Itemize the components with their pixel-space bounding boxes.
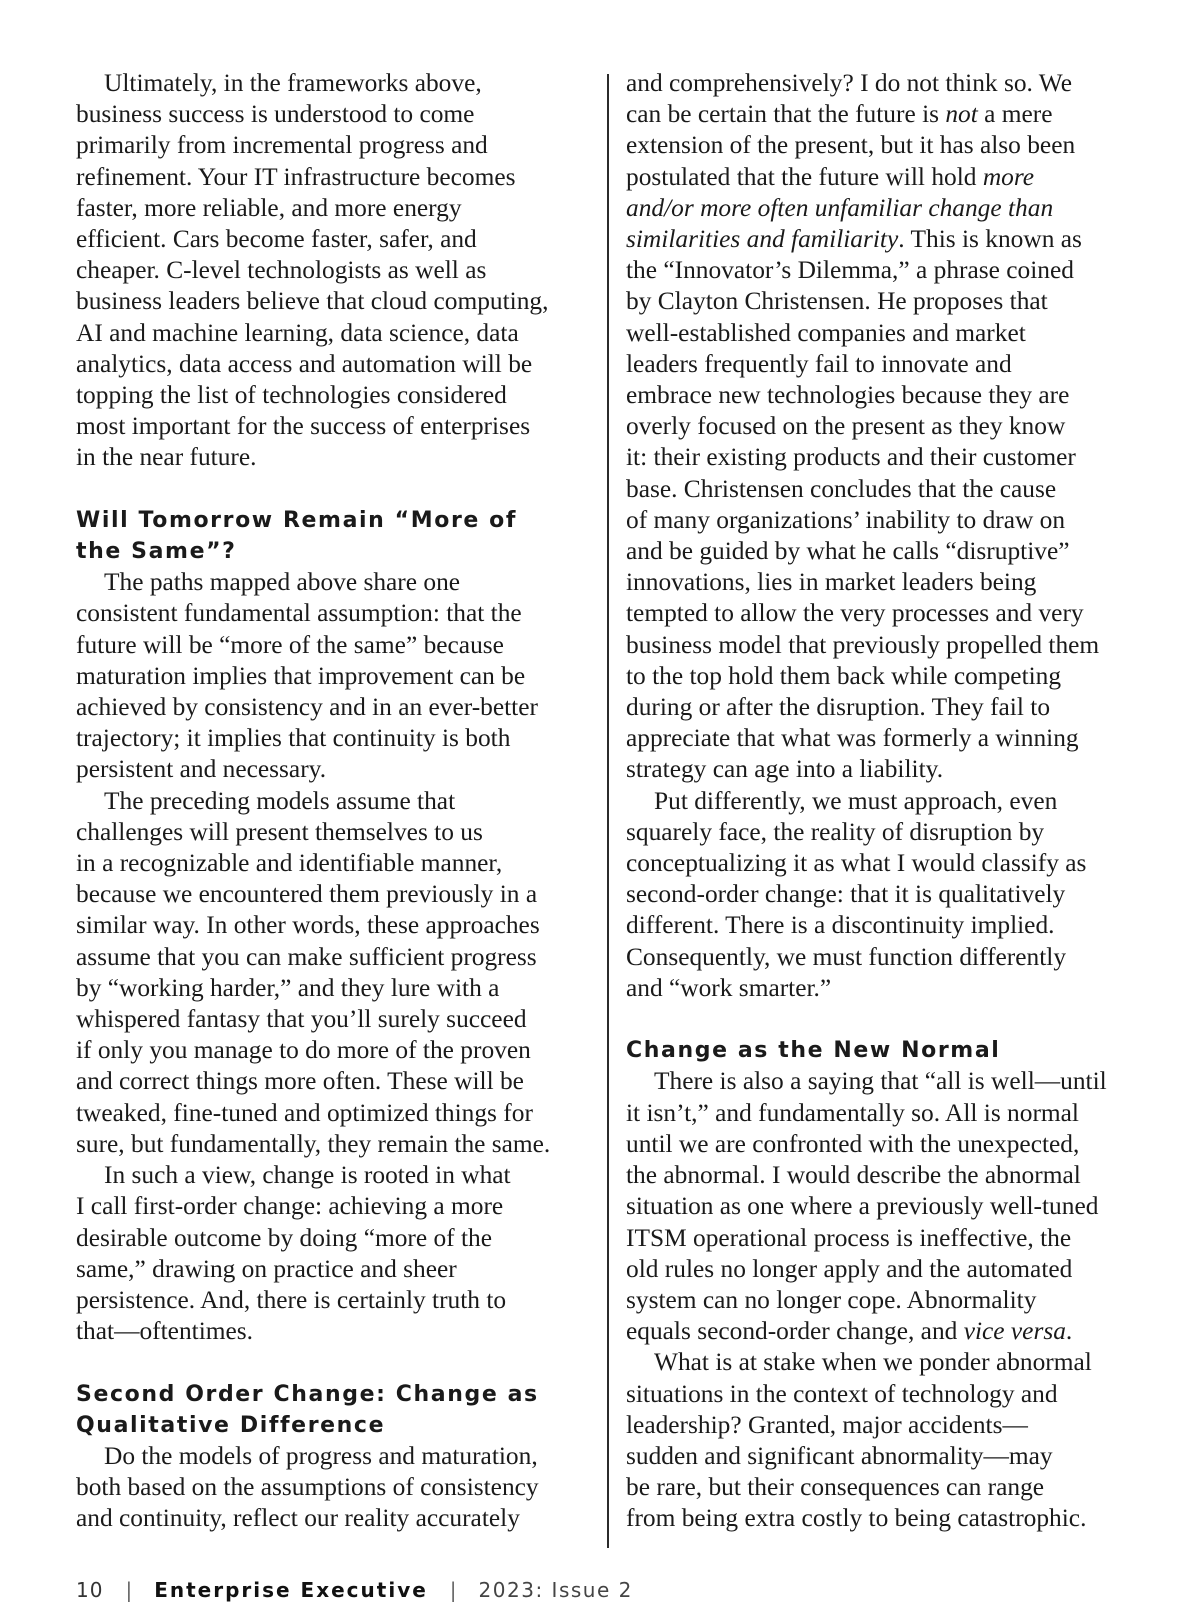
text-line: and be guided by what he calls “disruptive” <box>626 537 1070 566</box>
text-line: in a recognizable and identifiable manner, <box>76 849 503 878</box>
text-line: the abnormal. I would describe the abnormal <box>626 1161 1081 1190</box>
text-line: conceptualizing it as what I would classify as <box>626 849 1087 878</box>
paragraph <box>76 68 590 474</box>
text-line: during or after the disruption. They fail to <box>626 693 1051 722</box>
text-line: of many organizations’ inability to draw on <box>626 505 1066 534</box>
text-line: efficient. Cars become faster, safer, and <box>76 225 477 254</box>
heading-line: Will Tomorrow Remain “More of <box>76 507 518 533</box>
text-line: persistence. And, there is certainly truth to <box>76 1285 507 1314</box>
paragraph-gap <box>76 1347 590 1378</box>
text-line: both based on the assumptions of consistency <box>76 1473 539 1502</box>
text-line: Ultimately, in the frameworks above, <box>104 69 482 97</box>
text-line: most important for the success of enterprises <box>76 412 531 441</box>
text-line: sure, but fundamentally, they remain the same. <box>76 1129 551 1158</box>
text-line: base. Christensen concludes that the cause <box>626 474 1057 503</box>
text-line: if only you manage to do more of the proven <box>76 1036 531 1065</box>
text-line: it isn’t,” and fundamentally so. All is normal <box>626 1098 1079 1127</box>
text-line: second-order change: that it is qualitatively <box>626 880 1066 909</box>
text-line: business success is understood to come <box>76 100 475 129</box>
paragraph <box>76 567 590 785</box>
text-line: topping the list of technologies considered <box>76 381 507 410</box>
text-line: similar way. In other words, these approaches <box>76 911 540 940</box>
text-line: assume that you can make sufficient progress <box>76 942 537 971</box>
paragraph <box>626 68 1136 786</box>
text-line: different. There is a discontinuity implied. <box>626 911 1055 940</box>
text-line: business leaders believe that cloud computing, <box>76 287 549 316</box>
text-line: squarely face, the reality of disruption by <box>626 817 1045 846</box>
text-line: extension of the present, but it has also been <box>626 131 1076 160</box>
text-line: challenges will present themselves to us <box>76 817 483 846</box>
text-line: tempted to allow the very processes and very <box>626 599 1084 628</box>
text-line: to the top hold them back while competing <box>626 661 1062 690</box>
text-line: can be certain that the future is not a mere <box>626 100 1053 129</box>
text-line: similarities and familiarity. This is known as <box>626 225 1082 254</box>
text-line: I call first-order change: achieving a more <box>76 1192 504 1221</box>
text-line: until we are confronted with the unexpected, <box>626 1129 1080 1158</box>
paragraph <box>626 1066 1136 1347</box>
text-line: Consequently, we must function differently <box>626 942 1067 971</box>
column-divider <box>607 74 609 1548</box>
paragraph-gap <box>626 1004 1136 1035</box>
text-line: business model that previously propelled them <box>626 630 1100 659</box>
text-line: well-established companies and market <box>626 318 1026 347</box>
left-column <box>76 68 590 1535</box>
text-line: overly focused on the present as they know <box>626 412 1066 441</box>
heading-line: Qualitative Difference <box>76 1412 386 1438</box>
text-line: whispered fantasy that you’ll surely succeed <box>76 1005 527 1034</box>
text-line: achieved by consistency and in an ever-better <box>76 693 538 722</box>
text-line: same,” drawing on practice and sheer <box>76 1254 457 1283</box>
text-line: There is also a saying that “all is well—until <box>654 1067 1107 1096</box>
text-line: equals second-order change, and vice versa. <box>626 1317 1073 1346</box>
text-line: In such a view, change is rooted in what <box>104 1161 511 1190</box>
text-line: and correct things more often. These will be <box>76 1067 524 1096</box>
text-line: future will be “more of the same” because <box>76 630 504 659</box>
text-line: cheaper. C-level technologists as well as <box>76 256 487 285</box>
text-line: innovations, lies in market leaders being <box>626 568 1037 597</box>
text-line: in the near future. <box>76 443 257 472</box>
paragraph <box>626 1347 1136 1534</box>
text-line: from being extra costly to being catastrophic. <box>626 1504 1087 1533</box>
text-line: primarily from incremental progress and <box>76 131 488 160</box>
paragraph <box>76 1160 590 1347</box>
text-line: because we encountered them previously in a <box>76 880 538 909</box>
text-line: persistent and necessary. <box>76 755 327 784</box>
text-line: Put differently, we must approach, even <box>654 786 1058 815</box>
footer-separator: | <box>449 1578 457 1602</box>
page-number: 10 <box>76 1578 104 1602</box>
text-line: situation as one where a previously well-tuned <box>626 1192 1099 1221</box>
text-line: and continuity, reflect our reality accurately <box>76 1504 520 1533</box>
text-line: sudden and significant abnormality—may <box>626 1441 1053 1470</box>
text-line: it: their existing products and their customer <box>626 443 1076 472</box>
paragraph <box>76 1441 590 1535</box>
right-column <box>626 68 1136 1535</box>
text-line: maturation implies that improvement can be <box>76 661 526 690</box>
text-line: What is at stake when we ponder abnormal <box>654 1348 1092 1377</box>
text-line: leadership? Granted, major accidents— <box>626 1410 1028 1439</box>
magazine-title: Enterprise Executive <box>154 1578 428 1602</box>
text-line: by Clayton Christensen. He proposes that <box>626 287 1048 316</box>
text-line: system can no longer cope. Abnormality <box>626 1285 1037 1314</box>
text-line: leaders frequently fail to innovate and <box>626 349 1012 378</box>
issue-label: 2023: Issue 2 <box>478 1578 633 1602</box>
text-line: the “Innovator’s Dilemma,” a phrase coined <box>626 256 1074 285</box>
text-line: AI and machine learning, data science, data <box>76 318 519 347</box>
text-line: The paths mapped above share one <box>104 568 461 597</box>
text-line: Do the models of progress and maturation, <box>104 1441 538 1470</box>
text-line: consistent fundamental assumption: that the <box>76 599 522 628</box>
page-footer <box>76 1577 633 1603</box>
text-line: by “working harder,” and they lure with a <box>76 973 500 1002</box>
text-line: desirable outcome by doing “more of the <box>76 1223 492 1252</box>
paragraph <box>626 786 1136 1004</box>
section-heading <box>76 505 590 567</box>
text-line: be rare, but their consequences can range <box>626 1473 1045 1502</box>
text-line: analytics, data access and automation will be <box>76 349 533 378</box>
heading-line: the Same”? <box>76 539 237 565</box>
text-line: that—oftentimes. <box>76 1317 253 1346</box>
paragraph <box>76 786 590 1160</box>
text-line: tweaked, fine-tuned and optimized things for <box>76 1098 533 1127</box>
text-line: refinement. Your IT infrastructure becomes <box>76 162 516 191</box>
section-heading <box>626 1035 1136 1066</box>
section-heading <box>76 1379 590 1441</box>
text-line: and “work smarter.” <box>626 973 832 1002</box>
text-line: faster, more reliable, and more energy <box>76 193 462 222</box>
heading-line: Change as the New Normal <box>626 1038 1001 1064</box>
text-line: postulated that the future will hold more <box>626 162 1035 191</box>
text-line: The preceding models assume that <box>104 786 456 815</box>
text-line: appreciate that what was formerly a winning <box>626 724 1079 753</box>
text-line: ITSM operational process is ineffective, the <box>626 1223 1072 1252</box>
text-line: and/or more often unfamiliar change than <box>626 193 1054 222</box>
text-line: old rules no longer apply and the automated <box>626 1254 1073 1283</box>
text-line: situations in the context of technology and <box>626 1379 1058 1408</box>
text-line: trajectory; it implies that continuity is both <box>76 724 511 753</box>
paragraph-gap <box>76 474 590 505</box>
heading-line: Second Order Change: Change as <box>76 1381 539 1407</box>
text-line: and comprehensively? I do not think so. We <box>626 69 1072 97</box>
footer-separator: | <box>125 1578 133 1602</box>
text-line: embrace new technologies because they are <box>626 381 1070 410</box>
text-line: strategy can age into a liability. <box>626 755 944 784</box>
